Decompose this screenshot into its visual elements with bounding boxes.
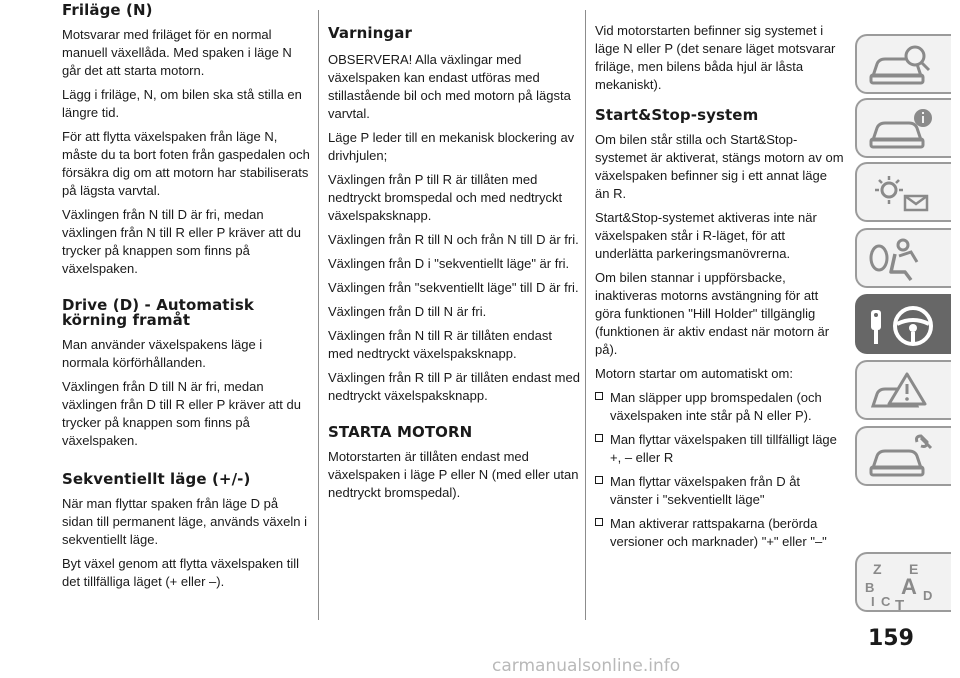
list-item-text: Man släpper upp bromspedalen (och växelspaken inte står på N eller P). xyxy=(610,390,822,423)
column-1 xyxy=(62,0,312,597)
checkbox-bullet-icon xyxy=(595,476,603,484)
column-3 xyxy=(595,0,845,557)
list-item xyxy=(595,431,845,467)
list-item xyxy=(595,473,845,509)
tab-warning-lights[interactable] xyxy=(855,162,951,222)
paragraph: Växlingen från P till R är tillåten med nedtryckt bromspedal och med nedtryckt växelspaksknapp. xyxy=(328,172,563,223)
paragraph: Växlingen från D till N är fri. xyxy=(328,304,487,319)
paragraph: Man använder växelspakens läge i normala körförhållanden. xyxy=(62,337,263,370)
index-letter: E xyxy=(909,561,919,577)
index-letters-icon xyxy=(865,560,945,610)
checkbox-bullet-icon xyxy=(595,518,603,526)
index-letter: I xyxy=(871,594,875,609)
heading-sequential: Sekventiellt läge (+/-) xyxy=(62,470,251,488)
paragraph: Läge P leder till en mekanisk blockering av drivhjulen; xyxy=(328,130,575,163)
column-2 xyxy=(328,0,580,508)
paragraph: Start&Stop-systemet aktiveras inte när växelspaken står i R-läget, för att underlätta parkeringsmanövrerna. xyxy=(595,210,817,261)
heading-start-stop: Start&Stop-system xyxy=(595,106,759,124)
car-breakdown-icon xyxy=(865,368,945,416)
index-letter: T xyxy=(895,597,905,610)
paragraph: Om bilen stannar i uppförsbacke, inaktiveras motorns avstängning för att göra funktionen "Hill Holder" tillgänglig (funktionen är aktiv endast när motorn är på). xyxy=(595,270,830,357)
page-number: 159 xyxy=(868,626,914,651)
car-search-icon xyxy=(865,42,945,90)
list-item xyxy=(595,389,845,425)
paragraph: Växlingen från D i "sekventiellt läge" är fri. xyxy=(328,256,570,271)
column-divider xyxy=(585,10,586,620)
paragraph: Växlingen från R till N och från N till D är fri. xyxy=(328,232,579,247)
car-info-icon xyxy=(865,106,945,154)
tab-car-maintenance[interactable] xyxy=(855,426,951,486)
paragraph: Lägg i friläge, N, om bilen ska stå stilla en längre tid. xyxy=(62,87,302,120)
heading-neutral: Friläge (N) xyxy=(62,1,153,19)
paragraph: Om bilen står stilla och Start&Stop-systemet är aktiverat, stängs motorn av om växelspaken befinner sig i ett annat läge än R. xyxy=(595,132,844,201)
list-item-text: Man aktiverar rattspakarna (berörda versioner och marknader) "+" eller "–" xyxy=(610,516,827,549)
paragraph: Motorstarten är tillåten endast med växelspaken i läge P eller N (med eller utan nedtryckt bromspedal). xyxy=(328,449,579,500)
watermark: carmanualsonline.info xyxy=(492,656,681,676)
heading-drive: Drive (D) - Automatisk körning framåt xyxy=(62,296,254,329)
checkbox-bullet-icon xyxy=(595,434,603,442)
heading-start-engine: STARTA MOTORN xyxy=(328,423,473,441)
key-steering-wheel-icon xyxy=(865,302,945,350)
tab-car-info[interactable] xyxy=(855,98,951,158)
warning-lights-icon xyxy=(865,170,945,218)
list-item-text: Man flyttar växelspaken från D åt vänster i "sekventiellt läge" xyxy=(610,474,801,507)
paragraph: Växlingen från N till D är fri, medan växlingen från N till R eller P kräver att du trycker på knappen som finns på växelspaken. xyxy=(62,207,301,276)
column-divider xyxy=(318,10,319,620)
index-letter: A xyxy=(901,574,917,599)
paragraph: För att flytta växelspaken från läge N, måste du ta bort foten från gaspedalen och försäkra dig om att motorn har stabiliserats på lägsta varvtal. xyxy=(62,129,310,198)
chapter-tabs xyxy=(855,0,960,678)
tab-car-breakdown[interactable] xyxy=(855,360,951,420)
paragraph: Motorn startar om automatiskt om: xyxy=(595,366,793,381)
tab-car-search[interactable] xyxy=(855,34,951,94)
list-item-text: Man flyttar växelspaken till tillfälligt läge +, – eller R xyxy=(610,432,837,465)
index-letter: Z xyxy=(873,561,882,577)
index-letter: C xyxy=(881,594,891,609)
list-item xyxy=(595,515,845,551)
paragraph: När man flyttar spaken från läge D på sidan till permanent läge, används växeln i sekventiellt läge. xyxy=(62,496,307,547)
paragraph: Vid motorstarten befinner sig systemet i läge N eller P (det senare läget motsvarar friläge, men bilens båda hjul är låsta mekaniskt). xyxy=(595,23,836,92)
paragraph: Växlingen från R till P är tillåten endast med nedtryckt växelspaksknapp. xyxy=(328,370,580,403)
paragraph: Växlingen från D till N är fri, medan växlingen från D till R eller P kräver att du trycker på knappen som finns på växelspaken. xyxy=(62,379,301,448)
paragraph: Byt växel genom att flytta växelspaken till det tillfälliga läget (+ eller –). xyxy=(62,556,300,589)
tab-index[interactable] xyxy=(855,552,951,612)
car-maintenance-icon xyxy=(865,434,945,482)
tab-key-steering-wheel[interactable] xyxy=(855,294,951,354)
index-letter: B xyxy=(865,580,875,595)
paragraph: Växlingen från N till R är tillåten endast med nedtryckt växelspaksknapp. xyxy=(328,328,553,361)
tab-airbag-seat[interactable] xyxy=(855,228,951,288)
index-letter: D xyxy=(923,588,933,603)
paragraph: Växlingen från "sekventiellt läge" till D är fri. xyxy=(328,280,579,295)
checkbox-bullet-icon xyxy=(595,392,603,400)
airbag-seat-icon xyxy=(865,236,945,284)
paragraph: OBSERVERA! Alla växlingar med växelspaken kan endast utföras med stillastående bil och med motorn på lägsta varvtal. xyxy=(328,52,571,121)
paragraph: Motsvarar med friläget för en normal manuell växellåda. Med spaken i läge N går det att starta motorn. xyxy=(62,27,292,78)
heading-warnings: Varningar xyxy=(328,24,412,42)
